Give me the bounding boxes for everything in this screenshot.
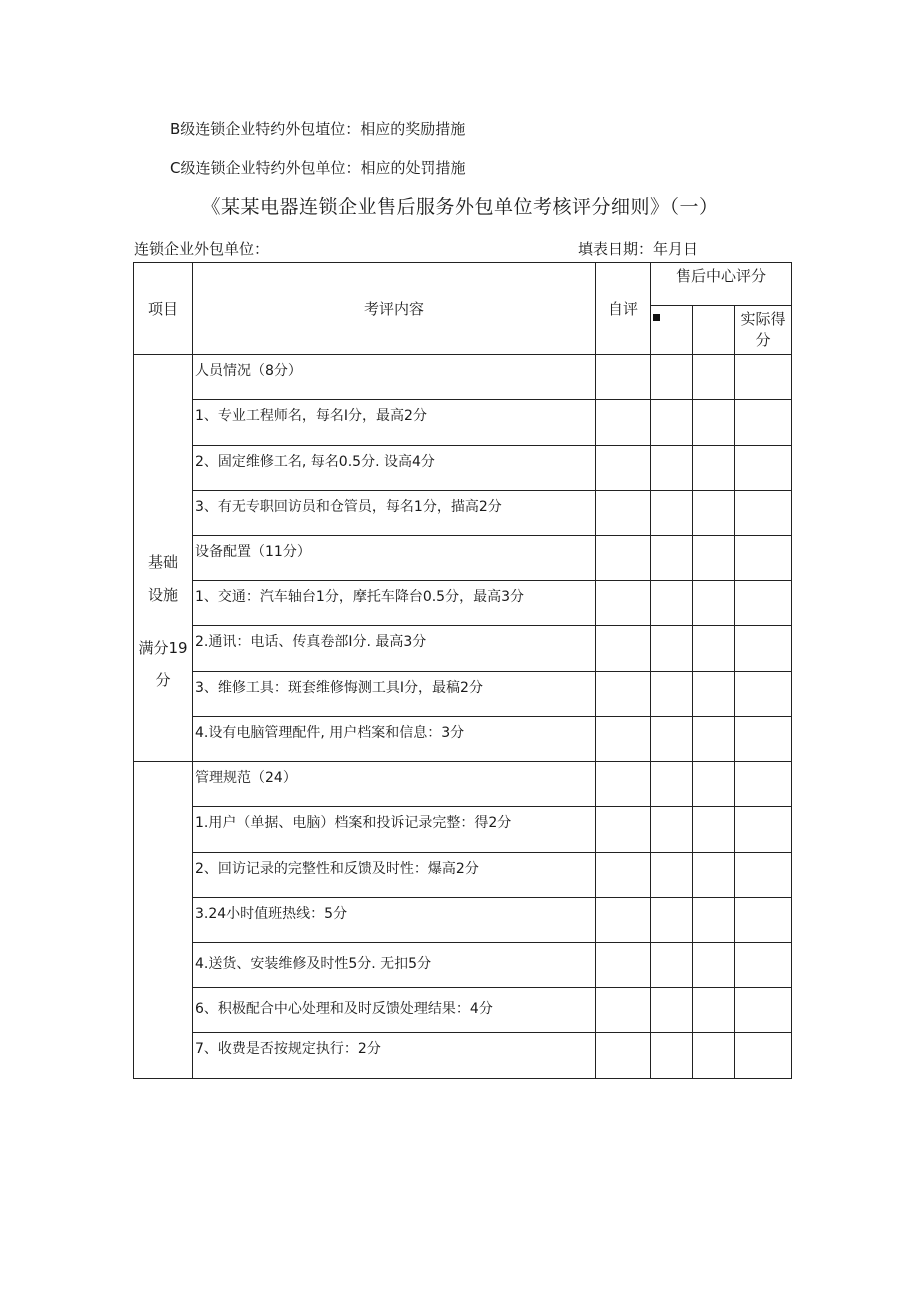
table-row-content: 1.用户（单据、电脑）档案和投诉记录完整：得2分 (193, 807, 596, 853)
header-center-score: 售后中心评分 (651, 263, 792, 306)
table-row-content: 4.送货、安装维修及时性5分. 无扣5分 (193, 943, 596, 988)
header-item: 项目 (134, 263, 193, 355)
date-label: 填表日期：年月日 (578, 240, 699, 258)
table-row-content: 2、固定维修工名, 每名0.5分. 设高4分 (193, 446, 596, 491)
table-row-content: 3、有无专职回访员和仓管员，每名1分，描高2分 (193, 491, 596, 536)
header-self-score: 自评 (596, 263, 651, 355)
table-row-content: 1、专业工程师名，每名Ι分，最高2分 (193, 400, 596, 446)
table-row-content: 7、收费是否按规定执行：2分 (193, 1033, 596, 1079)
score-table (133, 262, 792, 1079)
table-row-content: 管理规范（24） (193, 762, 596, 807)
table-row-content: 1、交通：汽车轴台1分，摩托车降台0.5分，最高3分 (193, 581, 596, 626)
table-row-content: 2、回访记录的完整性和反馈及时性：爆高2分 (193, 853, 596, 898)
table-row-content: 4.设有电脑管理配件, 用户档案和信息：3分 (193, 717, 596, 762)
category-management (134, 762, 193, 1079)
table-row-content: 6、积极配合中心处理和及时反馈处理结果：4分 (193, 988, 596, 1033)
table-row-content: 3.24小时值班热线：5分 (193, 898, 596, 943)
table-row-content: 3、维修工具：斑套维修悔测工具Ι分，最稿2分 (193, 672, 596, 717)
category-basic-facilities: 基础 设施 满分19 分 (134, 355, 193, 762)
square-marker-icon (653, 314, 660, 321)
intro-b-line: B级连锁企业特约外包埴位：相应的奖励措施 (170, 120, 466, 138)
document-title: 《某某电器连锁企业售后服务外包单位考核评分细则》（一） (201, 196, 719, 218)
table-row-content: 人员情况（8分） (193, 355, 596, 400)
header-actual-score: 实际得分 (735, 306, 792, 355)
table-row-content: 设备配置（11分） (193, 536, 596, 581)
header-sub-cell-2 (693, 306, 735, 355)
intro-c-line: C级连锁企业特约外包单位：相应的处罚措施 (170, 159, 466, 177)
header-sub-cell-1 (651, 306, 693, 355)
table-row-content: 2.通讯：电话、传真卷部Ι分. 最高3分 (193, 626, 596, 672)
unit-label: 连锁企业外包单位： (134, 240, 270, 258)
header-content: 考评内容 (193, 263, 596, 355)
